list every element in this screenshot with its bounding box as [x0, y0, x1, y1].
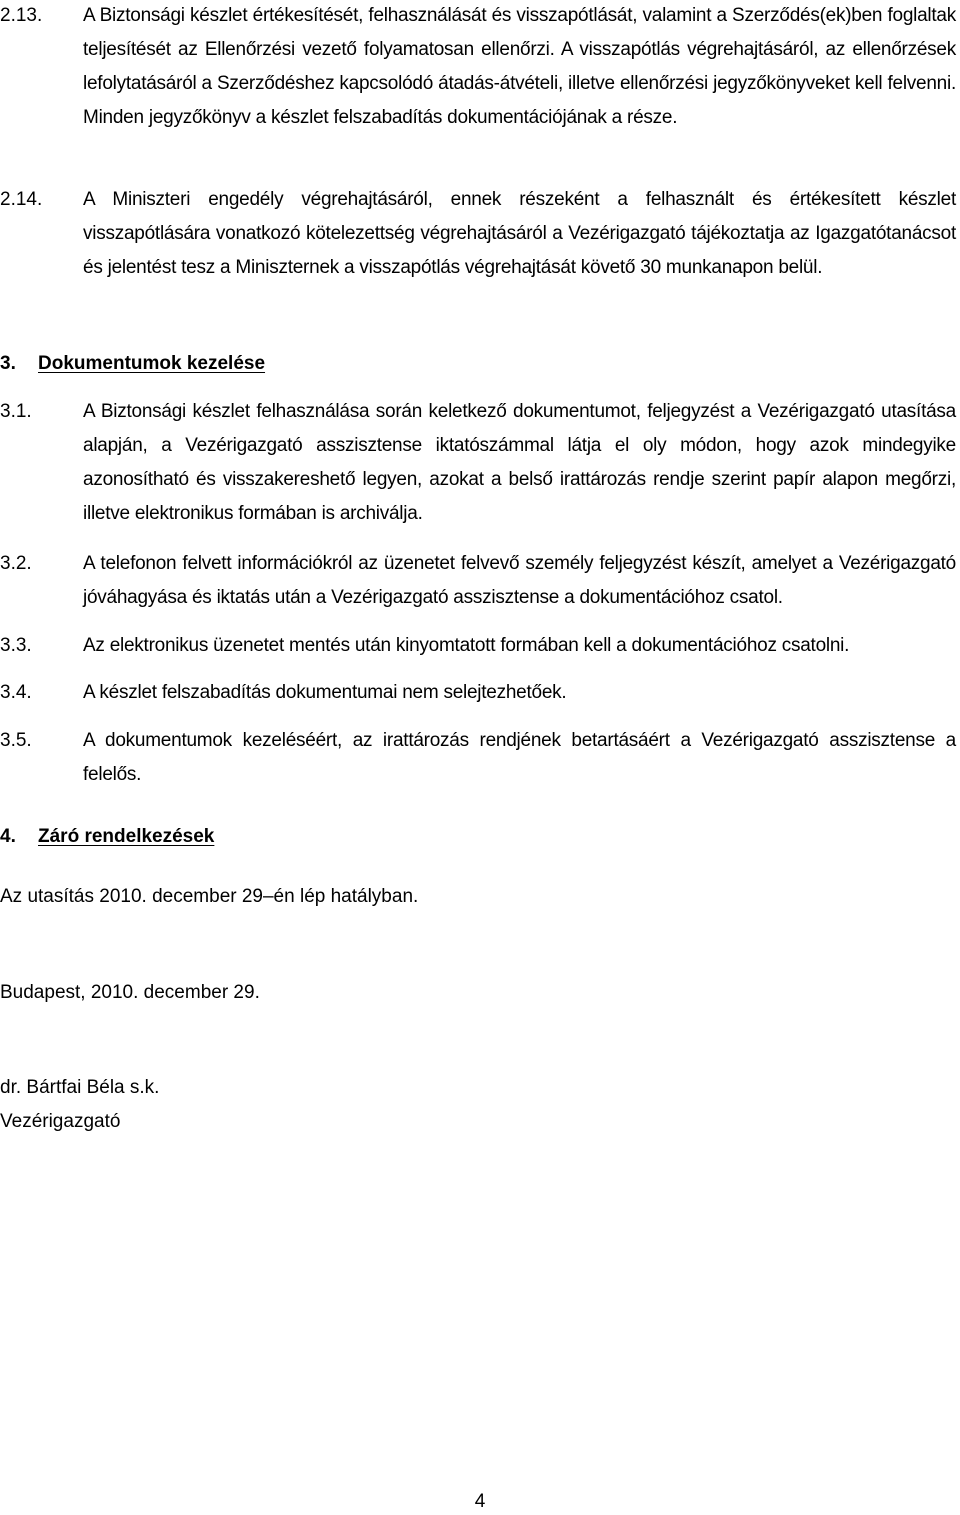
heading-number: 4. [0, 826, 16, 847]
section-number: 3.2. [0, 553, 32, 574]
heading-number: 3. [0, 353, 16, 374]
section-number: 3.4. [0, 682, 32, 703]
section-number: 3.1. [0, 401, 32, 422]
section-3-3 [0, 629, 956, 663]
section-3-5 [0, 724, 956, 792]
section-3-4 [0, 676, 956, 710]
section-text: A Biztonsági készlet felhasználása során keletkező dokumentumot, feljegyzést a Vezérigazgató utasítása alapján, a Vezérigazgató asszisztense iktatószámmal látja el oly módon, hogy azok mindegyike azonosítható és visszakereshető legyen, azokat a belső irattározás rendje szerint papír alapon megőrzi, illetve elektronikus formában is archiválja. [83, 401, 956, 524]
section-number: 3.3. [0, 635, 32, 656]
section-3-2 [0, 547, 956, 615]
section-number: 2.13. [0, 5, 43, 26]
section-text: A Biztonsági készlet értékesítését, felhasználását és visszapótlását, valamint a Szerződés(ek)ben foglaltak teljesítését az Ellenőrzési vezető folyamatosan ellenőrzi. A visszapótlás végrehajtásáról, az ellenőrzések lefolytatásáról a Szerződéshez kapcsolódó átadás-átvételi, illetve ellenőrzési jegyzőkönyveket kell felvenni. Minden jegyzőkönyv a készlet felszabadítás dokumentációjának a része. [83, 5, 956, 128]
section-text: A készlet felszabadítás dokumentumai nem selejtezhetőek. [83, 682, 567, 703]
section-number: 3.5. [0, 730, 32, 751]
section-text: A Miniszteri engedély végrehajtásáról, ennek részeként a felhasznált és értékesített készlet visszapótlására vonatkozó kötelezettség végrehajtásáról a Vezérigazgató tájékoztatja az Igazgatótanácsot és jelentést tesz a Miniszternek a visszapótlás végrehajtását követő 30 munkanapon belül. [83, 189, 956, 278]
section-2-14 [0, 183, 956, 285]
section-text: A dokumentumok kezeléséért, az irattározás rendjének betartásáért a Vezérigazgató asszisztense a felelős. [83, 730, 956, 785]
heading-title: Dokumentumok kezelése [38, 353, 266, 374]
section-text: A telefonon felvett információkról az üzenetet felvevő személy feljegyzést készít, amelyet a Vezérigazgató jóváhagyása és iktatás után a Vezérigazgató asszisztense a dokumentációhoz csatol. [83, 553, 956, 608]
heading-zaro-rendelkezesek [0, 820, 214, 854]
page-number: 4 [474, 1491, 486, 1512]
effective-date-text: Az utasítás 2010. december 29–én lép hatályban. [0, 886, 419, 907]
section-number: 2.14. [0, 189, 43, 210]
place-and-date: Budapest, 2010. december 29. [0, 982, 260, 1003]
signatory-title: Vezérigazgató [0, 1111, 121, 1132]
section-3-1 [0, 395, 956, 531]
section-2-13 [0, 0, 956, 135]
heading-title: Záró rendelkezések [38, 826, 215, 847]
section-text: Az elektronikus üzenetet mentés után kinyomtatott formában kell a dokumentációhoz csatolni. [83, 635, 850, 656]
heading-dokumentumok-kezelese [0, 347, 265, 381]
signatory-name: dr. Bártfai Béla s.k. [0, 1077, 160, 1098]
